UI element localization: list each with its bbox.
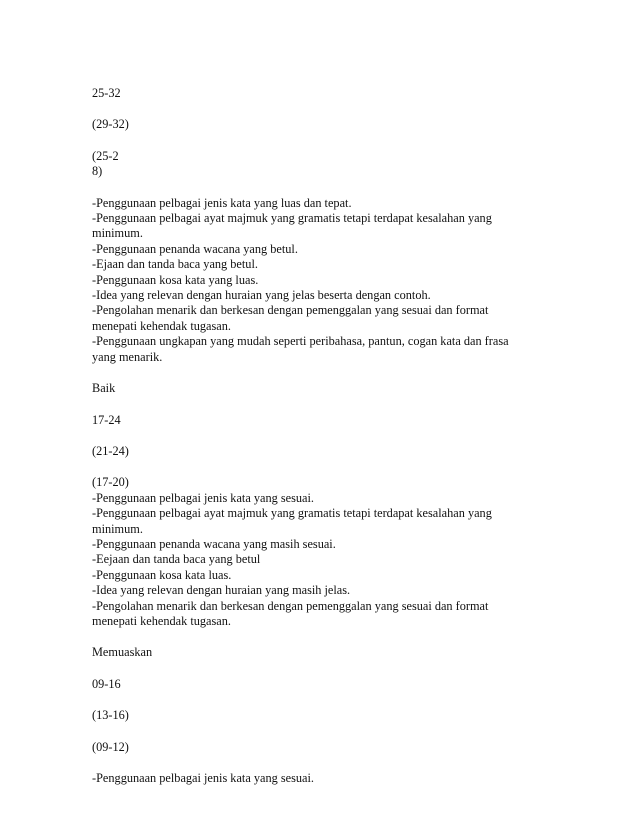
criteria-line: -Penggunaan ungkapan yang mudah seperti peribahasa, pantun, cogan kata dan frasa bbox=[92, 334, 509, 349]
score-range-17-24 bbox=[92, 413, 562, 428]
criteria-line: menepati kehendak tugasan. bbox=[92, 318, 231, 333]
sub-range-09-12 bbox=[92, 740, 562, 755]
criteria-line: menepati kehendak tugasan. bbox=[92, 613, 231, 628]
criteria-line: -Penggunaan penanda wacana yang masih sesuai. bbox=[92, 536, 336, 551]
sub-range-21-24 bbox=[92, 444, 562, 459]
criteria-line: -Ejaan dan tanda baca yang betul. bbox=[92, 257, 258, 272]
grade-label: Baik bbox=[92, 381, 116, 396]
text-line: 8) bbox=[92, 164, 103, 179]
criteria-line: -Eejaan dan tanda baca yang betul bbox=[92, 552, 261, 567]
criteria-line: -Pengolahan menarik dan berkesan dengan pemenggalan yang sesuai dan format bbox=[92, 303, 489, 318]
criteria-line: -Idea yang relevan dengan huraian yang jelas beserta dengan contoh. bbox=[92, 288, 431, 303]
criteria-line: yang menarik. bbox=[92, 349, 163, 364]
criteria-line: (17-20) bbox=[92, 475, 129, 490]
criteria-line: -Penggunaan pelbagai jenis kata yang luas dan tepat. bbox=[92, 195, 352, 210]
criteria-line: minimum. bbox=[92, 521, 143, 536]
text-line: (21-24) bbox=[92, 443, 129, 458]
grade-label: Memuaskan bbox=[92, 645, 153, 660]
text-line: 25-32 bbox=[92, 86, 121, 100]
criteria-line: -Penggunaan penanda wacana yang betul. bbox=[92, 241, 298, 256]
criteria-line: -Penggunaan pelbagai jenis kata yang sesuai. bbox=[92, 771, 314, 785]
grade-heading-memuaskan bbox=[92, 645, 562, 660]
criteria-list-memuaskan bbox=[92, 771, 562, 786]
text-line: 17-24 bbox=[92, 412, 121, 427]
criteria-line: -Penggunaan pelbagai ayat majmuk yang gramatis tetapi terdapat kesalahan yang bbox=[92, 506, 492, 521]
text-line: (25-2 bbox=[92, 148, 119, 163]
text-line: 09-16 bbox=[92, 676, 121, 691]
sub-range-25-28 bbox=[92, 149, 562, 180]
criteria-line: minimum. bbox=[92, 226, 143, 241]
criteria-line: -Penggunaan kosa kata yang luas. bbox=[92, 272, 259, 287]
text-line: (29-32) bbox=[92, 117, 129, 132]
criteria-list-cemerlang bbox=[92, 196, 562, 365]
criteria-list-baik bbox=[92, 475, 562, 629]
sub-range-13-16 bbox=[92, 708, 562, 723]
document-page bbox=[92, 86, 562, 802]
grade-heading-baik bbox=[92, 381, 562, 396]
text-line: (09-12) bbox=[92, 739, 129, 754]
criteria-line: -Penggunaan pelbagai jenis kata yang sesuai. bbox=[92, 490, 314, 505]
criteria-line: -Idea yang relevan dengan huraian yang masih jelas. bbox=[92, 583, 351, 598]
sub-range-29-32 bbox=[92, 117, 562, 132]
criteria-line: -Penggunaan pelbagai ayat majmuk yang gramatis tetapi terdapat kesalahan yang bbox=[92, 211, 492, 226]
text-line: (13-16) bbox=[92, 708, 129, 723]
score-range-09-16 bbox=[92, 677, 562, 692]
criteria-line: -Penggunaan kosa kata luas. bbox=[92, 567, 232, 582]
criteria-line: -Pengolahan menarik dan berkesan dengan pemenggalan yang sesuai dan format bbox=[92, 598, 489, 613]
score-range-25-32 bbox=[92, 86, 562, 101]
